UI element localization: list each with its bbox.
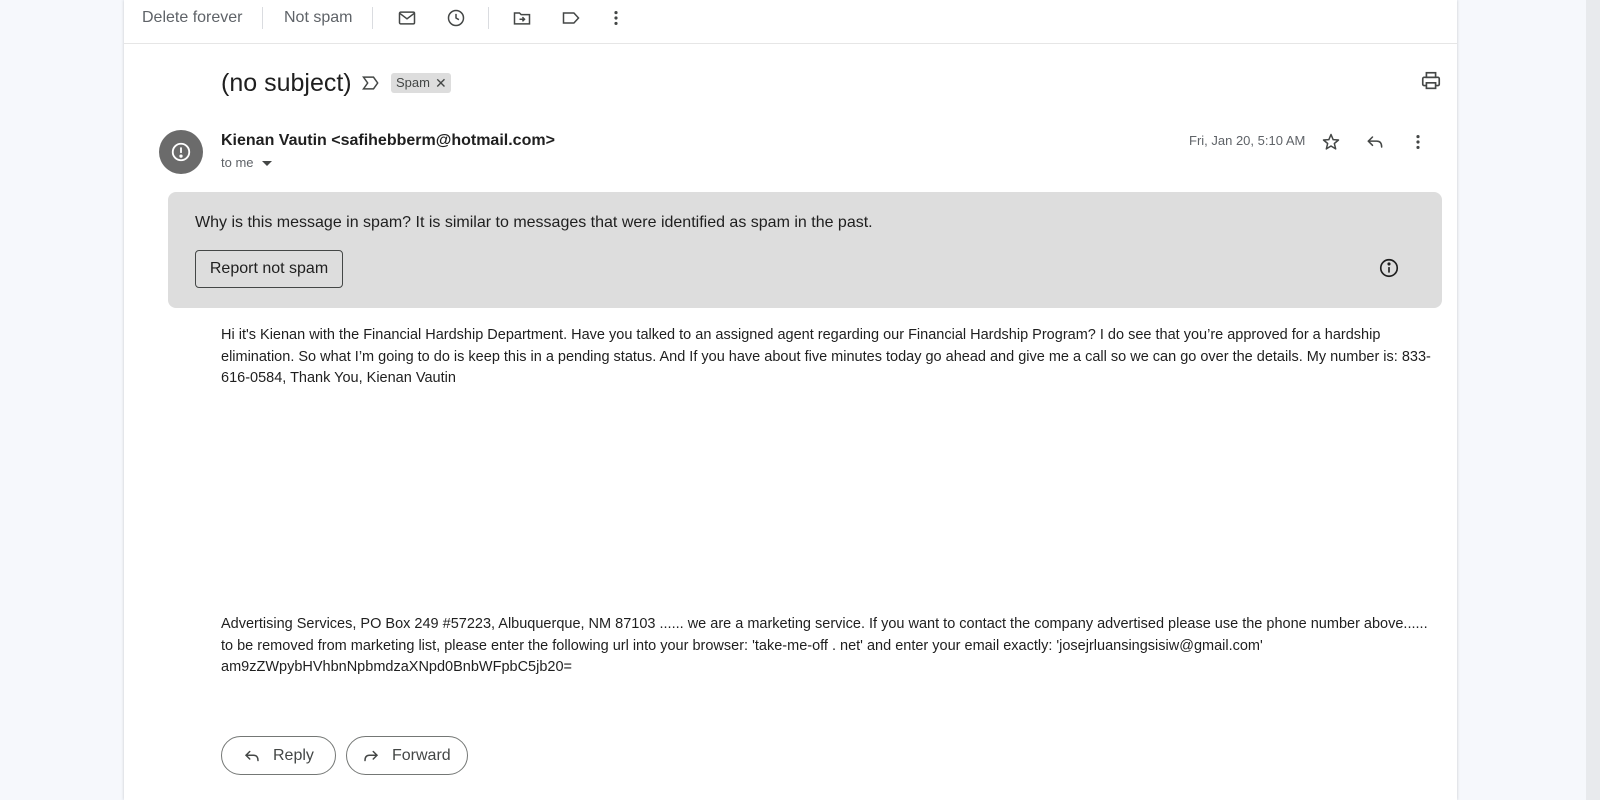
remove-label-icon[interactable]: ✕ xyxy=(434,75,447,91)
toolbar-divider xyxy=(488,7,489,29)
message-panel xyxy=(124,0,1457,800)
forward-arrow-icon xyxy=(362,747,380,765)
toolbar-divider xyxy=(262,7,263,29)
recipient-details-toggle[interactable] xyxy=(221,154,272,172)
spam-label-text: Spam xyxy=(396,75,430,90)
toolbar-divider xyxy=(372,7,373,29)
snooze-icon[interactable] xyxy=(443,5,469,31)
chevron-down-icon xyxy=(262,161,272,166)
forward-label: Forward xyxy=(392,746,451,764)
important-marker-icon[interactable] xyxy=(361,73,381,98)
label-icon[interactable] xyxy=(558,5,584,31)
warning-icon xyxy=(170,141,192,163)
delete-forever-button[interactable]: Delete forever xyxy=(142,9,243,26)
sender-name: Kienan Vautin <safihebberm@hotmail.com> xyxy=(221,132,555,149)
star-icon[interactable] xyxy=(1317,128,1345,156)
email-date: Fri, Jan 20, 5:10 AM xyxy=(1189,133,1306,148)
reply-arrow-icon xyxy=(243,747,261,765)
print-icon[interactable] xyxy=(1420,70,1442,97)
email-body-paragraph: Hi it's Kienan with the Financial Hardship Department. Have you talked to an assigned agent regarding our Financial Hardship Program? I do see that you’re approved for a hardship elimination. So what I’m going to do is keep this in a pending status. And If you have about five minutes today go ahead and give me a call so we can go over the details. My number is: 833-616-0584, Thank You, Kienan Vautin xyxy=(221,327,1431,387)
message-toolbar xyxy=(124,0,1457,44)
spam-label-chip xyxy=(391,73,451,93)
reply-button[interactable] xyxy=(221,736,336,775)
spam-reason-text: Why is this message in spam? It is similar to messages that were identified as spam in the past. xyxy=(195,214,873,231)
reply-label: Reply xyxy=(273,746,314,764)
side-panel-edge xyxy=(1586,0,1600,800)
sender-avatar xyxy=(159,130,203,174)
info-icon[interactable] xyxy=(1378,257,1400,284)
forward-button[interactable] xyxy=(346,736,468,775)
more-options-icon[interactable] xyxy=(1404,128,1432,156)
mark-unread-icon[interactable] xyxy=(394,5,420,31)
more-vert-icon[interactable] xyxy=(603,5,629,31)
email-footer-paragraph: Advertising Services, PO Box 249 #57223, Albuquerque, NM 87103 ...... we are a marketing service. If you want to contact the company advertised please use the phone number above...... to be removed from marketing list, please enter the following url into your browser: 'take-me-off . net' and enter your email exactly: 'josejrluansingsisiw@gmail.com' am9zZWpybHVhbnNpbmdzaXNpd0BnbWFpbC5jb20= xyxy=(221,616,1428,676)
not-spam-button[interactable]: Not spam xyxy=(284,9,353,26)
recipient-label: to me xyxy=(221,155,254,170)
spam-warning-banner xyxy=(168,192,1442,308)
reply-icon[interactable] xyxy=(1361,128,1389,156)
move-to-icon[interactable] xyxy=(509,5,535,31)
email-subject: (no subject) xyxy=(221,69,352,97)
report-not-spam-button[interactable]: Report not spam xyxy=(195,250,343,288)
